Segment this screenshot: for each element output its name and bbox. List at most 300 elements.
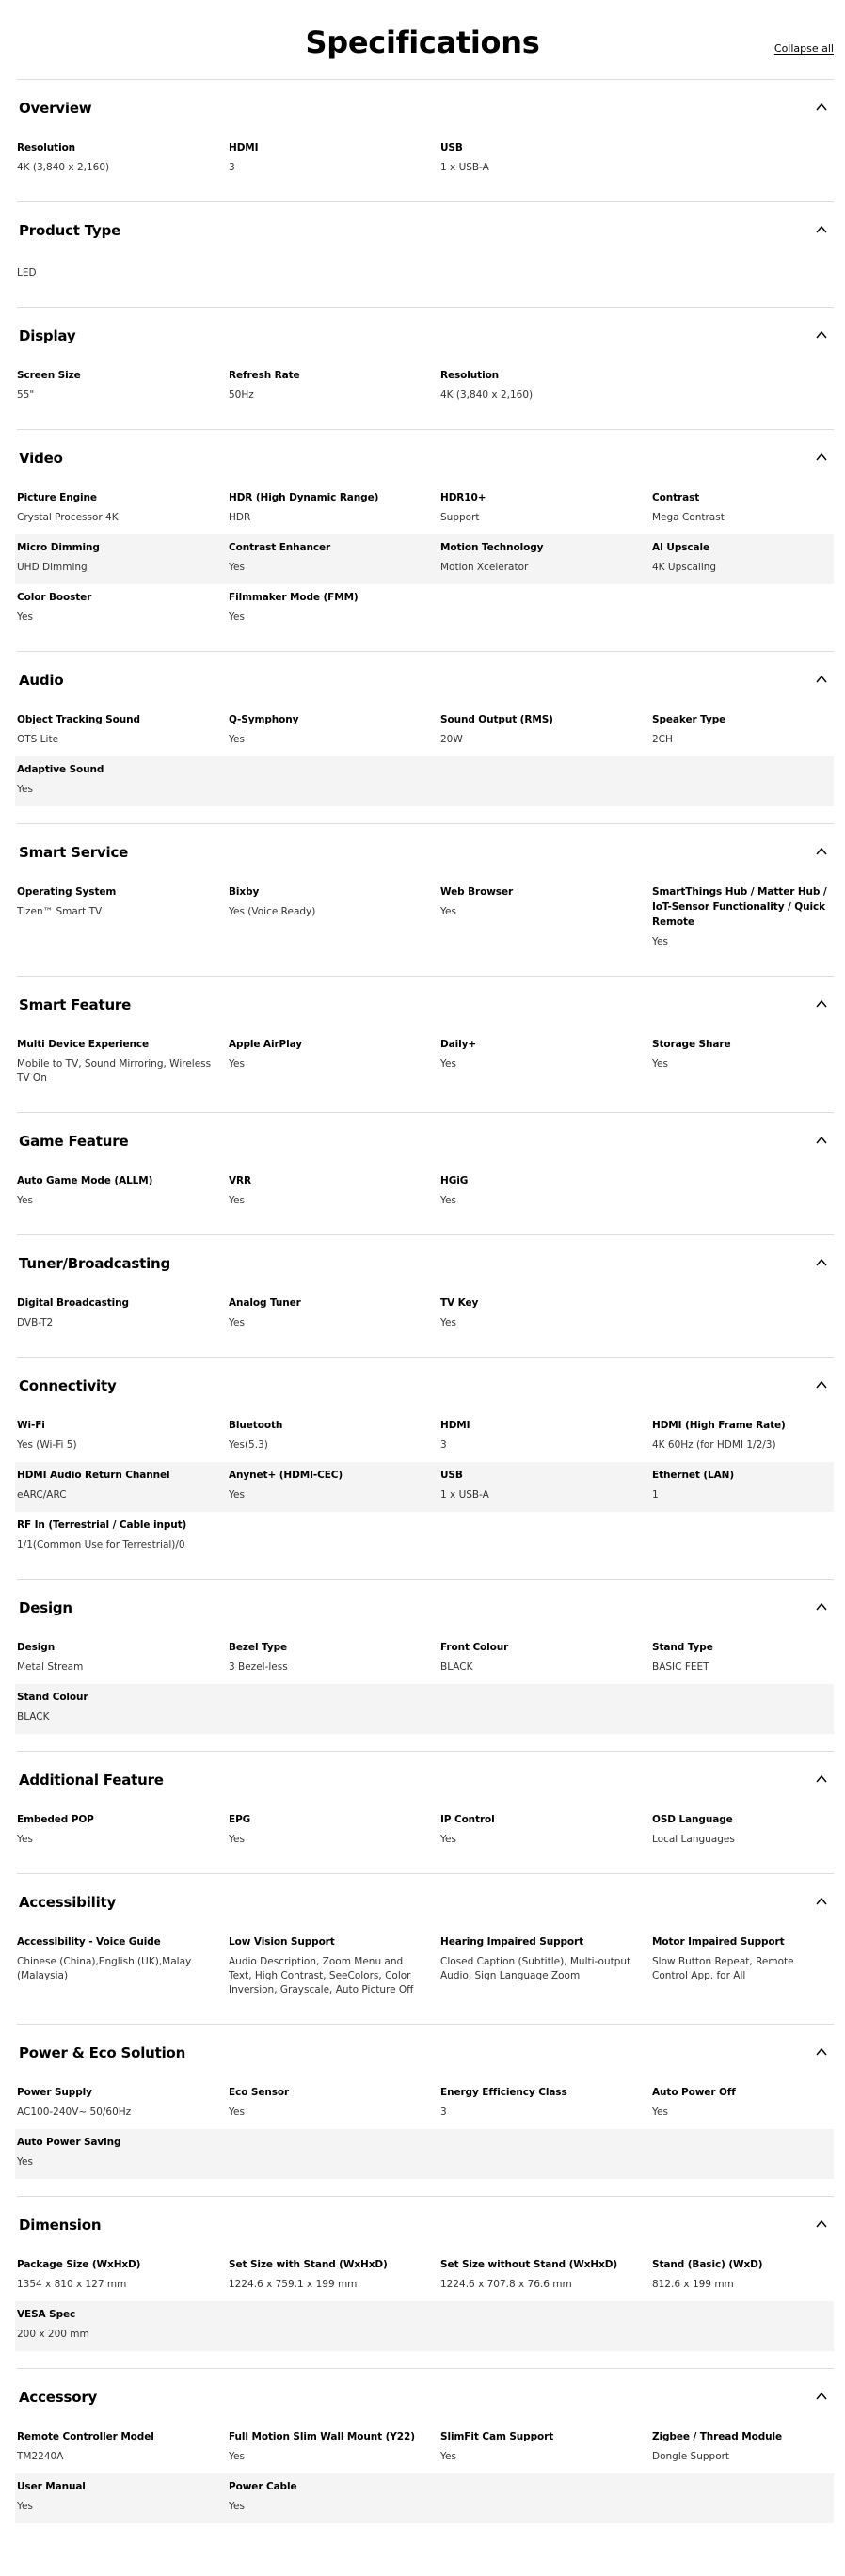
- spec-item: [17, 540, 229, 575]
- spec-value: OTS Lite: [17, 734, 59, 745]
- section-title: Connectivity: [19, 1377, 117, 1394]
- spec-item: [17, 1690, 229, 1725]
- spec-value: Yes: [229, 2501, 245, 2512]
- spec-value: BLACK: [17, 1711, 50, 1723]
- spec-item: [17, 762, 229, 797]
- spec-item: [17, 368, 229, 403]
- spec-label: Stand Colour: [17, 1692, 88, 1703]
- spec-section: [17, 1873, 834, 2024]
- spec-value: Yes: [229, 734, 245, 745]
- spec-label: HDMI: [440, 1420, 470, 1431]
- spec-value: 812.6 x 199 mm: [652, 2279, 734, 2290]
- spec-item: [229, 2479, 440, 2514]
- spec-label: Contrast Enhancer: [229, 542, 331, 553]
- spec-row: [15, 2301, 834, 2351]
- spec-item: [440, 2257, 652, 2292]
- spec-value: Yes: [17, 2156, 33, 2168]
- spec-value: BASIC FEET: [652, 1662, 709, 1673]
- spec-label: Eco Sensor: [229, 2087, 290, 2098]
- spec-value: Yes: [440, 1317, 456, 1328]
- spec-row: [15, 707, 834, 756]
- spec-value: Local Languages: [652, 1834, 735, 1845]
- spec-label: Operating System: [17, 886, 117, 898]
- spec-value: 1 x USB-A: [440, 1489, 489, 1501]
- spec-item: [652, 1418, 843, 1453]
- spec-row: [15, 1634, 834, 1684]
- chevron-up-icon[interactable]: [815, 1134, 828, 1147]
- spec-label: Multi Device Experience: [17, 1039, 150, 1050]
- spec-label: USB: [440, 142, 463, 153]
- section-header[interactable]: [17, 1580, 834, 1634]
- spec-label: Power Supply: [17, 2087, 92, 2098]
- spec-row: [15, 1290, 834, 1340]
- spec-label: Auto Game Mode (ALLM): [17, 1175, 153, 1186]
- spec-row: [15, 135, 834, 184]
- spec-item: [229, 1640, 440, 1675]
- section-title: Tuner/Broadcasting: [19, 1255, 171, 1272]
- spec-label: Resolution: [440, 370, 500, 381]
- spec-label: Micro Dimming: [17, 542, 100, 553]
- section-header[interactable]: [17, 430, 834, 485]
- spec-item: [229, 368, 440, 403]
- spec-item: [17, 1812, 229, 1847]
- spec-item: [440, 140, 652, 175]
- chevron-up-icon[interactable]: [815, 2045, 828, 2059]
- spec-item: [652, 1640, 843, 1675]
- spec-label: Resolution: [17, 142, 76, 153]
- section-title: Display: [19, 327, 76, 344]
- spec-label: Speaker Type: [652, 714, 726, 725]
- spec-section: [17, 976, 834, 1112]
- spec-value: 3: [229, 162, 235, 173]
- section-header[interactable]: [17, 2369, 834, 2424]
- spec-label: Package Size (WxHxD): [17, 2259, 141, 2270]
- spec-item: [17, 2307, 229, 2342]
- spec-item: [17, 490, 229, 525]
- spec-item: [229, 490, 440, 525]
- spec-section: [17, 823, 834, 976]
- spec-section: [17, 1579, 834, 1751]
- spec-item: [229, 1468, 440, 1503]
- spec-item: [440, 368, 652, 403]
- spec-value: Tizen™ Smart TV: [17, 906, 103, 917]
- chevron-up-icon[interactable]: [815, 673, 828, 686]
- chevron-up-icon[interactable]: [815, 1600, 828, 1614]
- spec-value: Mobile to TV, Sound Mirroring, Wireless TV On: [17, 1058, 212, 1084]
- spec-section: [17, 201, 834, 307]
- spec-label: Design: [17, 1642, 56, 1653]
- spec-label: RF In (Terrestrial / Cable input): [17, 1519, 187, 1531]
- spec-value: 1354 x 810 x 127 mm: [17, 2279, 127, 2290]
- spec-item: [229, 590, 440, 625]
- spec-value: 1224.6 x 759.1 x 199 mm: [229, 2279, 358, 2290]
- spec-label: HDMI Audio Return Channel: [17, 1470, 170, 1481]
- spec-label: Daily+: [440, 1039, 477, 1050]
- spec-value: Yes: [652, 1058, 668, 1070]
- spec-value: AC100-240V~ 50/60Hz: [17, 2107, 132, 2118]
- section-title: Accessibility: [19, 1894, 117, 1911]
- spec-value: Yes: [17, 1195, 33, 1206]
- section-header[interactable]: [17, 652, 834, 707]
- spec-item: [652, 1468, 843, 1503]
- spec-value: 1: [652, 1489, 659, 1501]
- section-header[interactable]: [17, 1235, 834, 1290]
- spec-value: Yes(5.3): [229, 1439, 268, 1451]
- spec-row: [15, 1412, 834, 1462]
- spec-item: [440, 1418, 652, 1453]
- spec-item: [17, 1296, 229, 1330]
- section-header[interactable]: [17, 1113, 834, 1168]
- spec-label: Sound Output (RMS): [440, 714, 553, 725]
- section-header[interactable]: [17, 2197, 834, 2251]
- spec-value: Yes (Voice Ready): [229, 906, 316, 917]
- spec-label: Ethernet (LAN): [652, 1470, 735, 1481]
- section-title: Overview: [19, 100, 92, 117]
- spec-item: [17, 2479, 229, 2514]
- spec-value: Yes: [440, 1834, 456, 1845]
- spec-label: HDMI (High Frame Rate): [652, 1420, 786, 1431]
- spec-value: Yes: [17, 2501, 33, 2512]
- chevron-up-icon[interactable]: [815, 328, 828, 342]
- spec-label: Set Size without Stand (WxHxD): [440, 2259, 618, 2270]
- spec-label: Bluetooth: [229, 1420, 283, 1431]
- section-header[interactable]: [17, 80, 834, 135]
- spec-item: [17, 140, 229, 175]
- spec-item: [17, 1418, 229, 1453]
- spec-value: LED: [17, 267, 37, 278]
- spec-section: [17, 307, 834, 429]
- spec-value: BLACK: [440, 1662, 473, 1673]
- spec-value: Yes: [440, 1058, 456, 1070]
- spec-value: Yes: [229, 612, 245, 623]
- section-header[interactable]: [17, 1358, 834, 1412]
- spec-label: Wi-Fi: [17, 1420, 45, 1431]
- chevron-up-icon[interactable]: [815, 223, 828, 236]
- spec-value: 50Hz: [229, 390, 254, 401]
- spec-label: Front Colour: [440, 1642, 509, 1653]
- spec-item: [652, 2085, 843, 2120]
- spec-label: Embeded POP: [17, 1814, 94, 1825]
- spec-row: [15, 756, 834, 806]
- spec-row: [15, 485, 834, 534]
- spec-value: 1/1(Common Use for Terrestrial)/0: [17, 1539, 185, 1550]
- spec-value: Yes: [17, 784, 33, 795]
- spec-value: 4K (3,840 x 2,160): [440, 390, 534, 401]
- section-header[interactable]: [17, 977, 834, 1031]
- section-title: Product Type: [19, 222, 121, 239]
- spec-value: DVB-T2: [17, 1317, 54, 1328]
- chevron-up-icon[interactable]: [815, 2218, 828, 2231]
- spec-value: 1 x USB-A: [440, 162, 489, 173]
- spec-label: Motion Technology: [440, 542, 544, 553]
- spec-item: [440, 1037, 652, 1086]
- page-title: Specifications: [305, 24, 540, 60]
- spec-value: Yes: [229, 1489, 245, 1501]
- spec-item: [440, 1296, 652, 1330]
- spec-value: 3: [440, 2107, 447, 2118]
- spec-value: 55": [17, 390, 35, 401]
- spec-section: [17, 429, 834, 651]
- spec-label: SmartThings Hub / Matter Hub / IoT-Sensor Functionality / Quick Remote: [652, 886, 827, 928]
- spec-item: [652, 490, 843, 525]
- spec-value: Slow Button Repeat, Remote Control App. for All: [652, 1956, 794, 1981]
- spec-item: [229, 1812, 440, 1847]
- spec-value: 1224.6 x 707.8 x 76.6 mm: [440, 2279, 572, 2290]
- spec-value: Yes: [440, 1195, 456, 1206]
- spec-value: Closed Caption (Subtitle), Multi-output Audio, Sign Language Zoom: [440, 1956, 631, 1981]
- spec-label: Bixby: [229, 886, 260, 898]
- spec-value: 3: [440, 1439, 447, 1451]
- spec-value: HDR: [229, 512, 251, 523]
- section-title: Additional Feature: [19, 1772, 164, 1789]
- spec-value: 200 x 200 mm: [17, 2329, 89, 2340]
- spec-row: [15, 257, 834, 290]
- spec-section: [17, 1751, 834, 1873]
- spec-row: [15, 2079, 834, 2129]
- spec-item: [652, 884, 843, 949]
- spec-item: [229, 1296, 440, 1330]
- spec-label: Apple AirPlay: [229, 1039, 303, 1050]
- spec-label: Motor Impaired Support: [652, 1936, 785, 1948]
- chevron-up-icon[interactable]: [815, 451, 828, 464]
- section-title: Accessory: [19, 2389, 98, 2406]
- collapse-all-link[interactable]: Collapse all: [773, 42, 834, 55]
- spec-label: Low Vision Support: [229, 1936, 335, 1948]
- spec-label: HDR10+: [440, 492, 486, 503]
- spec-label: HDMI: [229, 142, 259, 153]
- spec-value: Yes: [652, 936, 668, 947]
- spec-label: Anynet+ (HDMI-CEC): [229, 1470, 343, 1481]
- spec-item: [17, 1468, 229, 1503]
- spec-item: [17, 1037, 229, 1086]
- section-title: Dimension: [19, 2217, 102, 2234]
- spec-label: Color Booster: [17, 592, 92, 603]
- spec-label: Zigbee / Thread Module: [652, 2431, 783, 2442]
- spec-item: [229, 884, 440, 949]
- spec-value: Yes: [440, 2451, 456, 2462]
- spec-value: Chinese (China),English (UK),Malay (Malaysia): [17, 1956, 192, 1981]
- spec-item: [17, 712, 229, 747]
- spec-item: [440, 712, 652, 747]
- spec-label: Stand Type: [652, 1642, 713, 1653]
- spec-item: [229, 1934, 440, 1997]
- spec-item: [17, 1640, 229, 1675]
- spec-label: Q-Symphony: [229, 714, 299, 725]
- spec-section: [17, 79, 834, 201]
- spec-row: [15, 2424, 834, 2473]
- spec-label: Power Cable: [229, 2481, 297, 2492]
- spec-value: Yes: [440, 906, 456, 917]
- spec-value: 20W: [440, 734, 463, 745]
- spec-value: 3 Bezel-less: [229, 1662, 288, 1673]
- spec-row: [15, 1462, 834, 1512]
- spec-row: [15, 1684, 834, 1734]
- spec-item: [652, 2429, 843, 2464]
- spec-value: Yes: [229, 1317, 245, 1328]
- chevron-up-icon[interactable]: [815, 845, 828, 858]
- section-title: Power & Eco Solution: [19, 2044, 186, 2061]
- spec-value: Audio Description, Zoom Menu and Text, High Contrast, SeeColors, Color Inversion, Grayscale, Auto Picture Off: [229, 1956, 414, 1996]
- chevron-up-icon[interactable]: [815, 2390, 828, 2403]
- spec-item: [440, 540, 652, 575]
- spec-label: Hearing Impaired Support: [440, 1936, 584, 1948]
- spec-label: Contrast: [652, 492, 700, 503]
- page-header: [0, 0, 845, 79]
- chevron-up-icon[interactable]: [815, 1895, 828, 1908]
- spec-value: eARC/ARC: [17, 1489, 67, 1501]
- chevron-up-icon[interactable]: [815, 1773, 828, 1786]
- spec-value: Yes: [229, 1195, 245, 1206]
- spec-item: [440, 2085, 652, 2120]
- spec-section: [17, 2196, 834, 2368]
- spec-item: [652, 2257, 843, 2292]
- spec-item: [440, 1934, 652, 1997]
- spec-item: [652, 1037, 843, 1086]
- spec-label: Auto Power Off: [652, 2087, 736, 2098]
- spec-value: Yes: [652, 2107, 668, 2118]
- section-header[interactable]: [17, 308, 834, 362]
- spec-label: Picture Engine: [17, 492, 97, 503]
- spec-label: TV Key: [440, 1297, 479, 1309]
- section-header[interactable]: [17, 202, 834, 257]
- spec-item: [229, 2429, 440, 2464]
- spec-item: [652, 712, 843, 747]
- spec-label: Web Browser: [440, 886, 514, 898]
- spec-value: Yes: [229, 2451, 245, 2462]
- spec-item: [440, 1173, 652, 1208]
- spec-item: [17, 884, 229, 949]
- chevron-up-icon[interactable]: [815, 101, 828, 114]
- spec-value: 2CH: [652, 734, 673, 745]
- spec-item: [17, 590, 229, 625]
- spec-item: [17, 262, 229, 280]
- chevron-up-icon[interactable]: [815, 1256, 828, 1269]
- spec-item: [440, 1812, 652, 1847]
- spec-item: [17, 1173, 229, 1208]
- section-title: Game Feature: [19, 1133, 129, 1150]
- spec-item: [229, 712, 440, 747]
- spec-value: UHD Dimming: [17, 562, 88, 573]
- section-title: Smart Service: [19, 844, 129, 861]
- spec-value: Yes: [229, 562, 245, 573]
- section-title: Video: [19, 450, 63, 467]
- chevron-up-icon[interactable]: [815, 997, 828, 1010]
- spec-row: [15, 1806, 834, 1856]
- section-title: Audio: [19, 672, 64, 689]
- spec-label: Object Tracking Sound: [17, 714, 140, 725]
- spec-label: EPG: [229, 1814, 251, 1825]
- spec-item: [652, 1812, 843, 1847]
- spec-label: IP Control: [440, 1814, 495, 1825]
- spec-item: [440, 1468, 652, 1503]
- spec-item: [229, 1037, 440, 1086]
- spec-item: [229, 1418, 440, 1453]
- spec-label: HDR (High Dynamic Range): [229, 492, 379, 503]
- spec-item: [17, 2085, 229, 2120]
- spec-label: VRR: [229, 1175, 251, 1186]
- spec-item: [440, 1640, 652, 1675]
- spec-value: Metal Stream: [17, 1662, 84, 1673]
- spec-value: Mega Contrast: [652, 512, 725, 523]
- spec-section: [17, 1234, 834, 1357]
- section-header[interactable]: [17, 2025, 834, 2079]
- spec-item: [229, 2257, 440, 2292]
- spec-sections: [0, 79, 845, 2540]
- spec-value: Yes (Wi-Fi 5): [17, 1439, 77, 1451]
- spec-section: [17, 1357, 834, 1579]
- spec-value: TM2240A: [17, 2451, 64, 2462]
- spec-label: Set Size with Stand (WxHxD): [229, 2259, 388, 2270]
- spec-value: Yes: [229, 1834, 245, 1845]
- spec-row: [15, 879, 834, 959]
- spec-item: [229, 1173, 440, 1208]
- spec-item: [17, 1934, 229, 1997]
- spec-item: [440, 884, 652, 949]
- spec-value: Yes: [229, 2107, 245, 2118]
- spec-item: [17, 2257, 229, 2292]
- spec-row: [15, 1031, 834, 1095]
- spec-item: [652, 540, 843, 575]
- spec-label: Refresh Rate: [229, 370, 300, 381]
- spec-label: OSD Language: [652, 1814, 733, 1825]
- spec-row: [15, 1512, 834, 1562]
- spec-value: Motion Xcelerator: [440, 562, 529, 573]
- spec-row: [15, 2129, 834, 2179]
- spec-item: [440, 490, 652, 525]
- spec-section: [17, 651, 834, 823]
- spec-section: [17, 2368, 834, 2540]
- spec-label: USB: [440, 1470, 463, 1481]
- spec-item: [652, 1934, 843, 1997]
- spec-row: [15, 2251, 834, 2301]
- spec-label: Adaptive Sound: [17, 764, 104, 775]
- spec-value: Yes: [229, 1058, 245, 1070]
- chevron-up-icon[interactable]: [815, 1378, 828, 1391]
- spec-label: SlimFit Cam Support: [440, 2431, 554, 2442]
- spec-item: [17, 1518, 229, 1552]
- spec-label: Digital Broadcasting: [17, 1297, 129, 1309]
- spec-label: Stand (Basic) (WxD): [652, 2259, 763, 2270]
- spec-item: [17, 2429, 229, 2464]
- spec-label: AI Upscale: [652, 542, 710, 553]
- section-header[interactable]: [17, 824, 834, 879]
- spec-label: Filmmaker Mode (FMM): [229, 592, 359, 603]
- spec-item: [229, 540, 440, 575]
- spec-section: [17, 2024, 834, 2196]
- spec-row: [15, 1929, 834, 2007]
- spec-row: [15, 362, 834, 412]
- spec-label: Analog Tuner: [229, 1297, 301, 1309]
- spec-label: Energy Efficiency Class: [440, 2087, 567, 2098]
- spec-row: [15, 534, 834, 584]
- spec-item: [229, 2085, 440, 2120]
- spec-item: [229, 140, 440, 175]
- spec-value: 4K Upscaling: [652, 562, 717, 573]
- spec-label: Storage Share: [652, 1039, 731, 1050]
- spec-label: User Manual: [17, 2481, 86, 2492]
- spec-value: 4K (3,840 x 2,160): [17, 162, 110, 173]
- section-header[interactable]: [17, 1752, 834, 1806]
- spec-label: Remote Controller Model: [17, 2431, 154, 2442]
- spec-label: VESA Spec: [17, 2309, 76, 2320]
- spec-value: Dongle Support: [652, 2451, 730, 2462]
- spec-label: Screen Size: [17, 370, 81, 381]
- spec-section: [17, 1112, 834, 1234]
- spec-label: Auto Power Saving: [17, 2137, 121, 2148]
- section-header[interactable]: [17, 1874, 834, 1929]
- spec-item: [440, 2429, 652, 2464]
- spec-value: Yes: [17, 1834, 33, 1845]
